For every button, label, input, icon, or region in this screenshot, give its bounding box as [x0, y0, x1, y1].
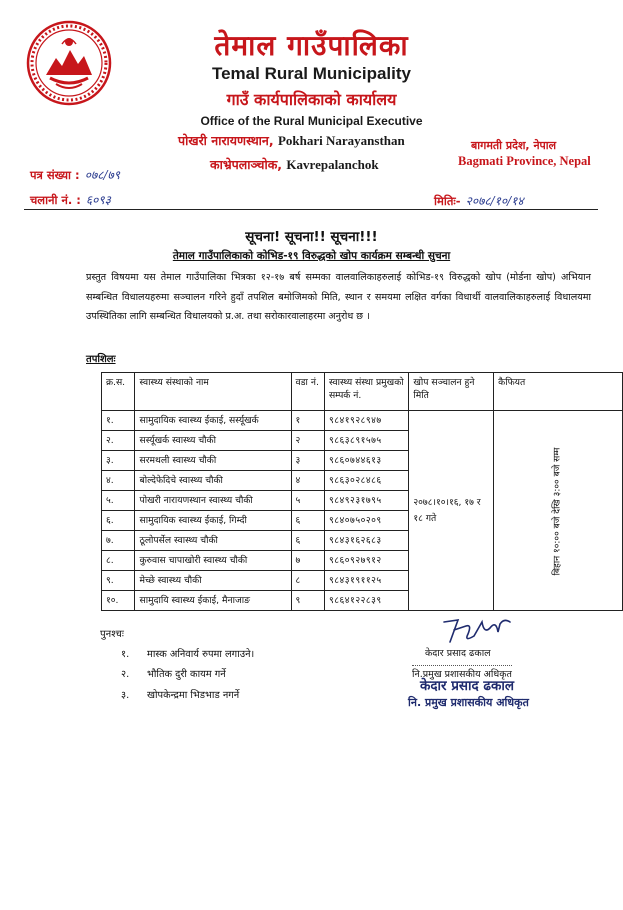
postscript-item-text: भौतिक दुरी कायम गर्ने — [147, 669, 226, 680]
notice-subject — [0, 249, 623, 263]
reference-number-row — [30, 164, 120, 183]
notice-heading: सूचना! सूचना!! सूचना!!! — [245, 229, 378, 245]
row-institution: ठूलोपर्सेल स्वास्थ्य चौकी — [135, 531, 291, 551]
dispatch-number-value: ६०९३ — [85, 193, 111, 207]
row-sn: १. — [102, 411, 135, 431]
address-np-2: काभ्रेपलाञ्चोक, — [210, 157, 283, 172]
municipality-title-np: तेमाल गाउँपालिका — [214, 29, 409, 62]
row-ward: २ — [291, 431, 324, 451]
header-ward: वडा नं. — [291, 373, 324, 411]
address-en-1: Pokhari Narayansthan — [277, 133, 405, 148]
row-institution: सर्स्यूखर्क स्वास्थ्य चौकी — [135, 431, 291, 451]
postscript-item-number: १. — [121, 649, 130, 660]
header-contact: स्वास्थ्य संस्था प्रमुखको सम्पर्क नं. — [324, 373, 408, 411]
reference-number-value: ०७८/७९ — [84, 168, 120, 182]
table-row — [102, 411, 623, 431]
signatory-name: केदार प्रसाद ढकाल — [425, 648, 491, 659]
row-ward: ७ — [291, 551, 324, 571]
row-ward: ९ — [291, 591, 324, 611]
header-institution: स्वास्थ्य संस्थाको नाम — [135, 373, 291, 411]
notice-subject-text: तेमाल गाउँपालिकाको कोभिड-१९ विरुद्धको खोप कार्यक्रम सम्बन्धी सुचना — [172, 250, 451, 262]
row-institution: बोल्देफेदिचे स्वास्थ्य चौकी — [135, 471, 291, 491]
postscript-item-text: मास्क अनिवार्य रुपमा लगाउने। — [147, 649, 255, 660]
postscript-item-number: ३. — [121, 690, 130, 701]
row-ward: ३ — [291, 451, 324, 471]
dispatch-number-row — [30, 189, 111, 208]
postscript-item — [121, 688, 239, 701]
row-institution: पोखरी नारायणस्थान स्वास्थ्य चौकी — [135, 491, 291, 511]
row-phone: ९८६०७४४६१३ — [324, 451, 408, 471]
handwritten-signature-icon — [438, 612, 518, 650]
row-phone: ९८४१९२८९४७ — [324, 411, 408, 431]
province-np: बागमती प्रदेश, नेपाल — [471, 139, 557, 152]
header-vaccination-date: खोप सञ्चालन हुने मिति — [409, 373, 494, 411]
row-sn: २. — [102, 431, 135, 451]
postscript-item-text: खोपकेन्द्रमा भिडभाड नगर्ने — [147, 690, 240, 701]
row-ward: १ — [291, 411, 324, 431]
row-sn: १०. — [102, 591, 135, 611]
municipality-title-en: Temal Rural Municipality — [211, 64, 411, 83]
postscript-item — [121, 647, 254, 660]
header-sn: क्र.स. — [102, 373, 135, 411]
office-title-np: गाउँ कार्यपालिकाको कार्यालय — [226, 90, 397, 109]
office-title-en: Office of the Rural Municipal Executive — [200, 114, 423, 128]
address-en-2: Kavrepalanchok — [286, 157, 379, 172]
vaccination-date-cell: २०७८।१०।१६, १७ र १८ गते — [409, 411, 494, 611]
row-sn: ६. — [102, 511, 135, 531]
row-ward: ५ — [291, 491, 324, 511]
row-institution: सामुदायि स्वास्थ्य ईकाई, मैनाजाङ — [135, 591, 291, 611]
address-line-2 — [210, 156, 379, 173]
row-institution: सामुदायिक स्वास्थ्य ईकाई, सर्स्यूखर्क — [135, 411, 291, 431]
remark-text: बिहान १०:०० बजे देखि ३:०० बजे सम्म — [552, 447, 563, 575]
notice-body: प्रस्तुत विषयमा यस तेमाल गाउँपालिका भित्रका १२-१७ बर्ष सम्मका वालवालिकाहरुलाई कोभिड-१९ विरुद्धको खोप (मोर्डना खोप) अभियान सम्बन्धित विधालयहरुमा सञ्चालन गरिने हुदाँ तपशिल बमोजिमको मिति, स्थान र समयमा लक्षित वर्गका विधार्थी वालवालिकाहरुलाई विधालयमा उपस्थितिका लागि सम्बन्धित विधालयको प्र.अ. तथा सरोकारवालाहरमा अनुरोध छ । — [86, 272, 591, 322]
row-sn: ४. — [102, 471, 135, 491]
row-phone: ९८४३१६२६८३ — [324, 531, 408, 551]
header-divider — [24, 209, 598, 210]
date-label: मितिः- — [434, 194, 461, 208]
row-institution: सरमथली स्वास्थ्य चौकी — [135, 451, 291, 471]
dispatch-number-label: चलानी नं. : — [30, 193, 81, 207]
row-phone: ९८४०७५०२०९ — [324, 511, 408, 531]
reference-number-label: पत्र संख्या : — [30, 168, 80, 182]
row-institution: मेच्छे स्वास्थ्य चौकी — [135, 571, 291, 591]
row-sn: ५. — [102, 491, 135, 511]
date-row — [434, 190, 524, 209]
row-phone: ९८४९२३१७९५ — [324, 491, 408, 511]
row-ward: ४ — [291, 471, 324, 491]
address-line-1 — [178, 132, 405, 149]
details-label: तपशिलः — [86, 354, 116, 365]
row-sn: ८. — [102, 551, 135, 571]
row-phone: ९८६३८९१५७५ — [324, 431, 408, 451]
row-institution: कुरुवास चापाखोरी स्वास्थ्य चौकी — [135, 551, 291, 571]
address-np-1: पोखरी नारायणस्थान, — [178, 133, 274, 148]
postscript-item — [121, 667, 226, 680]
province-en: Bagmati Province, Nepal — [458, 154, 591, 168]
row-phone: ९८४३१९११२५ — [324, 571, 408, 591]
remark-cell — [494, 411, 623, 611]
row-sn: ७. — [102, 531, 135, 551]
stamp-name: केदार प्रसाद ढकाल — [420, 678, 515, 694]
table-header-row — [102, 373, 623, 411]
signatory-title: नि.प्रमुख प्रशासकीय अधिकृत — [412, 665, 512, 680]
postscript-label: पुनश्चः — [100, 629, 124, 640]
row-institution: सामुदायिक स्वास्थ्य ईकाई, गिम्दी — [135, 511, 291, 531]
stamp-title: नि. प्रमुख प्रशासकीय अधिकृत — [408, 696, 529, 709]
row-ward: ८ — [291, 571, 324, 591]
row-phone: ९८६३०२८४८६ — [324, 471, 408, 491]
row-ward: ६ — [291, 511, 324, 531]
row-phone: ९८६४१२२८३९ — [324, 591, 408, 611]
row-sn: ३. — [102, 451, 135, 471]
postscript-item-number: २. — [121, 669, 130, 680]
row-sn: ९. — [102, 571, 135, 591]
row-phone: ९८६०९२७९१२ — [324, 551, 408, 571]
date-value: २०७८/१०/१४ — [465, 194, 524, 208]
vaccination-schedule-table — [101, 372, 623, 611]
header-remark: कैफियत — [494, 373, 623, 411]
row-ward: ६ — [291, 531, 324, 551]
